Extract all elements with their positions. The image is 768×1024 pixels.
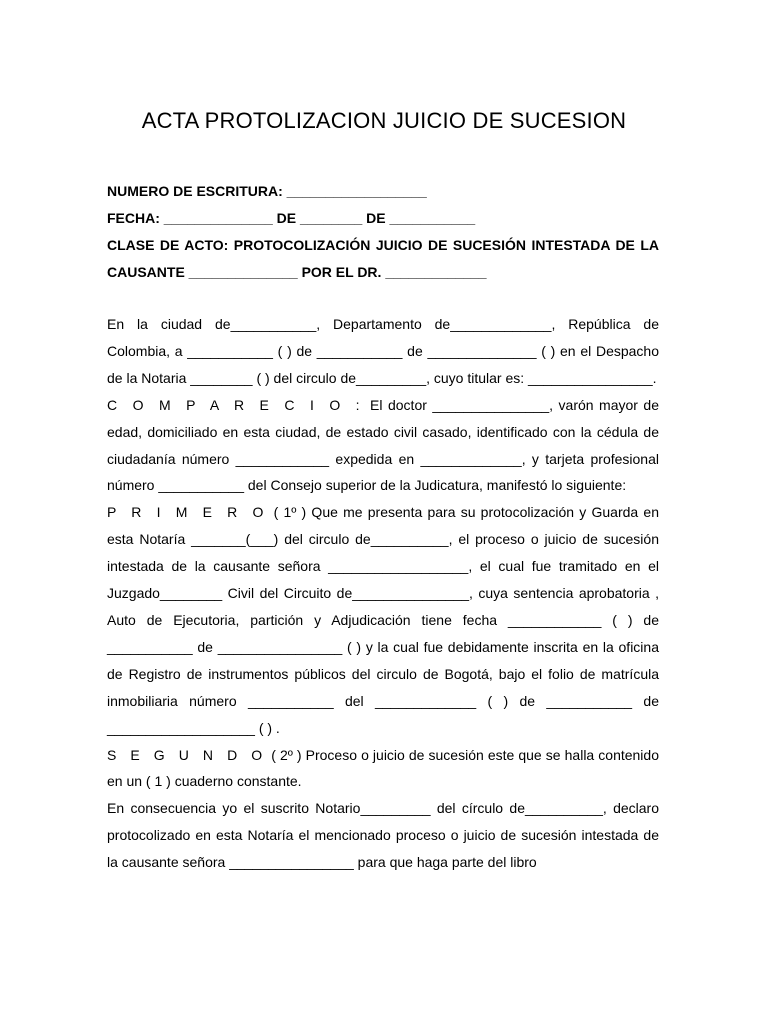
primero-text: ( 1º ) Que me presenta para su protocolización y Guarda en esta Notaría _______(___) del circulo de__________, el proceso o juicio de sucesión intestada de la causante señora __________________, el cual fue tramitado en el Juzgado________ Civil del Circuito de_______________, cuya sentencia aprobatoria , Auto de Ejecutoria, partición y Adjudicación tiene fecha ____________ ( ) de ___________ de ________________ ( ) y la cual fue debidamente inscrita en la oficina de Registro de instrumentos públicos del circulo de Bogotá, bajo el folio de matrícula inmobiliaria número ___________ del _____________ ( ) de ___________ de ___________________ ( ) . — [107, 504, 659, 736]
document-title: ACTA PROTOLIZACION JUICIO DE SUCESION — [141, 108, 627, 133]
deed-date-line: FECHA: ______________ DE ________ DE ___________ — [107, 210, 476, 226]
comparecio-text: El doctor _______________, varón mayor de edad, domiciliado en esta ciudad, de estado civil casado, identificado con la cédula de ciudadanía número ____________ expedida en _____________, y tarjeta profesional número ___________ del Consejo superior de la Judicatura, manifestó lo siguiente: — [107, 396, 659, 494]
deed-header — [107, 178, 659, 286]
act-type-line: CLASE DE ACTO: PROTOCOLIZACIÓN JUICIO DE SUCESIÓN INTESTADA DE LA CAUSANTE ______________ POR EL DR. _____________ — [107, 237, 659, 280]
segundo-paragraph — [107, 742, 659, 796]
comparecio-paragraph — [107, 392, 659, 500]
primero-paragraph — [107, 499, 659, 741]
deed-body — [107, 311, 659, 876]
primero-heading: P R I M E R O — [107, 504, 269, 521]
deed-number-line: NUMERO DE ESCRITURA: __________________ — [107, 183, 427, 199]
consecuencia-paragraph: En consecuencia yo el suscrito Notario_________ del círculo de__________, declaro protocolizado en esta Notaría el mencionado proceso o juicio de sucesión intestada de la causante señora ________________ para que haga parte del libro — [107, 800, 659, 871]
comparecio-heading: C O M P A R E C I O : — [107, 396, 365, 413]
segundo-text: ( 2º ) Proceso o juicio de sucesión este que se halla contenido en un ( 1 ) cuaderno constante. — [107, 746, 659, 790]
intro-paragraph: En la ciudad de___________, Departamento de_____________, República de Colombia, a ___________ ( ) de ___________ de ______________ ( ) en el Despacho de la Notaria ________ ( ) del circulo de_________, cuyo titular es: ________________. — [107, 316, 659, 386]
segundo-heading: S E G U N D O — [107, 746, 268, 763]
